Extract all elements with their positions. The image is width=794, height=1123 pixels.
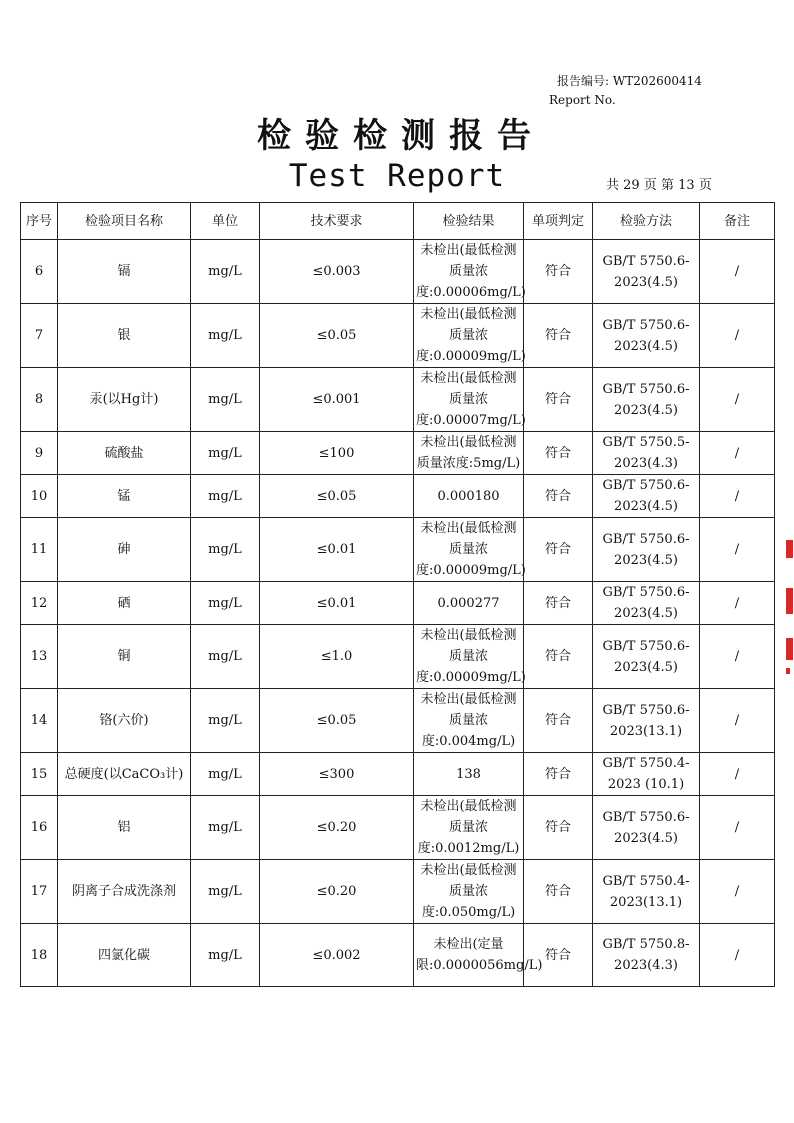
table-row bbox=[21, 625, 775, 689]
cell-result: 未检出(定量限:0.0000056mg/L) bbox=[414, 924, 524, 987]
cell-result: 未检出(最低检测质量浓度:0.0012mg/L) bbox=[414, 796, 524, 860]
cell-method: GB/T 5750.5-2023(4.3) bbox=[593, 432, 700, 475]
cell-remark: / bbox=[700, 796, 775, 860]
cell-seq: 18 bbox=[21, 924, 58, 987]
cell-item: 汞(以Hg计) bbox=[58, 368, 191, 432]
cell-unit: mg/L bbox=[191, 924, 260, 987]
cell-method: GB/T 5750.6-2023(4.5) bbox=[593, 582, 700, 625]
cell-judgement: 符合 bbox=[524, 924, 593, 987]
cell-seq: 14 bbox=[21, 689, 58, 753]
current-page-unit: 页 bbox=[698, 178, 712, 193]
column-header-judgement: 单项判定 bbox=[524, 203, 593, 240]
cell-requirement: ≤0.01 bbox=[260, 582, 414, 625]
cell-item: 硫酸盐 bbox=[58, 432, 191, 475]
cell-seq: 6 bbox=[21, 240, 58, 304]
cell-seq: 7 bbox=[21, 304, 58, 368]
cell-result: 未检出(最低检测质量浓度:0.00007mg/L) bbox=[414, 368, 524, 432]
cell-unit: mg/L bbox=[191, 796, 260, 860]
cell-method: GB/T 5750.6-2023(4.5) bbox=[593, 518, 700, 582]
cell-result: 0.000180 bbox=[414, 475, 524, 518]
table-row bbox=[21, 240, 775, 304]
report-number-english-label: Report No. bbox=[549, 93, 616, 107]
table-body bbox=[21, 240, 775, 987]
report-title-chinese: 检验检测报告 bbox=[257, 116, 545, 156]
cell-seq: 9 bbox=[21, 432, 58, 475]
report-title-english: Test Report bbox=[288, 158, 506, 194]
cell-seq: 12 bbox=[21, 582, 58, 625]
report-number-line bbox=[549, 72, 702, 91]
table-row bbox=[21, 475, 775, 518]
cell-remark: / bbox=[700, 924, 775, 987]
cell-seq: 15 bbox=[21, 753, 58, 796]
cell-remark: / bbox=[700, 753, 775, 796]
cell-unit: mg/L bbox=[191, 625, 260, 689]
cell-unit: mg/L bbox=[191, 368, 260, 432]
cell-item: 硒 bbox=[58, 582, 191, 625]
table-row bbox=[21, 304, 775, 368]
cell-unit: mg/L bbox=[191, 689, 260, 753]
cell-judgement: 符合 bbox=[524, 625, 593, 689]
cell-result: 0.000277 bbox=[414, 582, 524, 625]
cell-method: GB/T 5750.4-2023(13.1) bbox=[593, 860, 700, 924]
cell-unit: mg/L bbox=[191, 753, 260, 796]
cell-judgement: 符合 bbox=[524, 860, 593, 924]
cell-judgement: 符合 bbox=[524, 689, 593, 753]
cell-remark: / bbox=[700, 689, 775, 753]
cell-remark: / bbox=[700, 240, 775, 304]
table-row bbox=[21, 518, 775, 582]
cell-result: 未检出(最低检测质量浓度:5mg/L) bbox=[414, 432, 524, 475]
table-row bbox=[21, 582, 775, 625]
column-header-method: 检验方法 bbox=[593, 203, 700, 240]
column-header-result: 检验结果 bbox=[414, 203, 524, 240]
cell-unit: mg/L bbox=[191, 860, 260, 924]
cell-judgement: 符合 bbox=[524, 582, 593, 625]
table-row bbox=[21, 368, 775, 432]
cell-item: 铜 bbox=[58, 625, 191, 689]
cell-item: 铝 bbox=[58, 796, 191, 860]
cell-method: GB/T 5750.6-2023(4.5) bbox=[593, 625, 700, 689]
current-page-value: 13 bbox=[678, 178, 695, 193]
seal-fragment bbox=[786, 540, 794, 675]
table-row bbox=[21, 753, 775, 796]
cell-unit: mg/L bbox=[191, 304, 260, 368]
cell-seq: 11 bbox=[21, 518, 58, 582]
column-header-remark: 备注 bbox=[700, 203, 775, 240]
cell-unit: mg/L bbox=[191, 432, 260, 475]
cell-method: GB/T 5750.6-2023(4.5) bbox=[593, 475, 700, 518]
cell-seq: 17 bbox=[21, 860, 58, 924]
cell-result: 未检出(最低检测质量浓度:0.050mg/L) bbox=[414, 860, 524, 924]
cell-unit: mg/L bbox=[191, 240, 260, 304]
cell-result: 未检出(最低检测质量浓度:0.00009mg/L) bbox=[414, 304, 524, 368]
table-row bbox=[21, 432, 775, 475]
cell-unit: mg/L bbox=[191, 582, 260, 625]
cell-remark: / bbox=[700, 368, 775, 432]
cell-judgement: 符合 bbox=[524, 753, 593, 796]
cell-method: GB/T 5750.8-2023(4.3) bbox=[593, 924, 700, 987]
cell-result: 未检出(最低检测质量浓度:0.00009mg/L) bbox=[414, 518, 524, 582]
cell-item: 总硬度(以CaCO₃计) bbox=[58, 753, 191, 796]
cell-method: GB/T 5750.6-2023(4.5) bbox=[593, 304, 700, 368]
cell-requirement: ≤0.20 bbox=[260, 796, 414, 860]
cell-requirement: ≤300 bbox=[260, 753, 414, 796]
test-results-table bbox=[20, 202, 775, 987]
cell-requirement: ≤0.001 bbox=[260, 368, 414, 432]
cell-judgement: 符合 bbox=[524, 304, 593, 368]
cell-judgement: 符合 bbox=[524, 475, 593, 518]
cell-unit: mg/L bbox=[191, 518, 260, 582]
cell-requirement: ≤100 bbox=[260, 432, 414, 475]
cell-remark: / bbox=[700, 625, 775, 689]
column-header-seq: 序号 bbox=[21, 203, 58, 240]
cell-item: 四氯化碳 bbox=[58, 924, 191, 987]
cell-item: 镉 bbox=[58, 240, 191, 304]
report-number-label: 报告编号: bbox=[557, 74, 610, 88]
cell-method: GB/T 5750.4-2023 (10.1) bbox=[593, 753, 700, 796]
cell-requirement: ≤0.05 bbox=[260, 475, 414, 518]
cell-remark: / bbox=[700, 582, 775, 625]
cell-method: GB/T 5750.6-2023(4.5) bbox=[593, 368, 700, 432]
current-page-prefix: 第 bbox=[661, 178, 675, 193]
cell-result: 未检出(最低检测质量浓度:0.00009mg/L) bbox=[414, 625, 524, 689]
cell-item: 铬(六价) bbox=[58, 689, 191, 753]
cell-remark: / bbox=[700, 475, 775, 518]
cell-remark: / bbox=[700, 860, 775, 924]
column-header-unit: 单位 bbox=[191, 203, 260, 240]
table-header-row bbox=[21, 203, 775, 240]
table-row bbox=[21, 796, 775, 860]
cell-remark: / bbox=[700, 518, 775, 582]
cell-result: 未检出(最低检测质量浓度:0.00006mg/L) bbox=[414, 240, 524, 304]
cell-requirement: ≤0.01 bbox=[260, 518, 414, 582]
table-row bbox=[21, 860, 775, 924]
column-header-item: 检验项目名称 bbox=[58, 203, 191, 240]
cell-judgement: 符合 bbox=[524, 368, 593, 432]
cell-judgement: 符合 bbox=[524, 796, 593, 860]
page-count bbox=[606, 174, 712, 193]
cell-seq: 8 bbox=[21, 368, 58, 432]
report-number-value: WT202600414 bbox=[612, 74, 702, 88]
cell-requirement: ≤1.0 bbox=[260, 625, 414, 689]
total-pages-value: 29 bbox=[623, 178, 640, 193]
cell-item: 银 bbox=[58, 304, 191, 368]
cell-remark: / bbox=[700, 432, 775, 475]
cell-requirement: ≤0.002 bbox=[260, 924, 414, 987]
cell-requirement: ≤0.05 bbox=[260, 304, 414, 368]
cell-method: GB/T 5750.6-2023(4.5) bbox=[593, 796, 700, 860]
cell-method: GB/T 5750.6-2023(13.1) bbox=[593, 689, 700, 753]
cell-judgement: 符合 bbox=[524, 432, 593, 475]
cell-seq: 16 bbox=[21, 796, 58, 860]
cell-seq: 13 bbox=[21, 625, 58, 689]
cell-seq: 10 bbox=[21, 475, 58, 518]
cell-remark: / bbox=[700, 304, 775, 368]
column-header-requirement: 技术要求 bbox=[260, 203, 414, 240]
cell-item: 锰 bbox=[58, 475, 191, 518]
table-row bbox=[21, 924, 775, 987]
table-row bbox=[21, 689, 775, 753]
cell-result: 未检出(最低检测质量浓度:0.004mg/L) bbox=[414, 689, 524, 753]
cell-item: 阴离子合成洗涤剂 bbox=[58, 860, 191, 924]
cell-unit: mg/L bbox=[191, 475, 260, 518]
cell-requirement: ≤0.003 bbox=[260, 240, 414, 304]
cell-method: GB/T 5750.6-2023(4.5) bbox=[593, 240, 700, 304]
cell-judgement: 符合 bbox=[524, 240, 593, 304]
cell-requirement: ≤0.20 bbox=[260, 860, 414, 924]
report-number-block bbox=[549, 72, 702, 110]
total-pages-unit: 页 bbox=[643, 178, 657, 193]
cell-requirement: ≤0.05 bbox=[260, 689, 414, 753]
cell-result: 138 bbox=[414, 753, 524, 796]
cell-judgement: 符合 bbox=[524, 518, 593, 582]
total-pages-prefix: 共 bbox=[606, 178, 620, 193]
cell-item: 砷 bbox=[58, 518, 191, 582]
